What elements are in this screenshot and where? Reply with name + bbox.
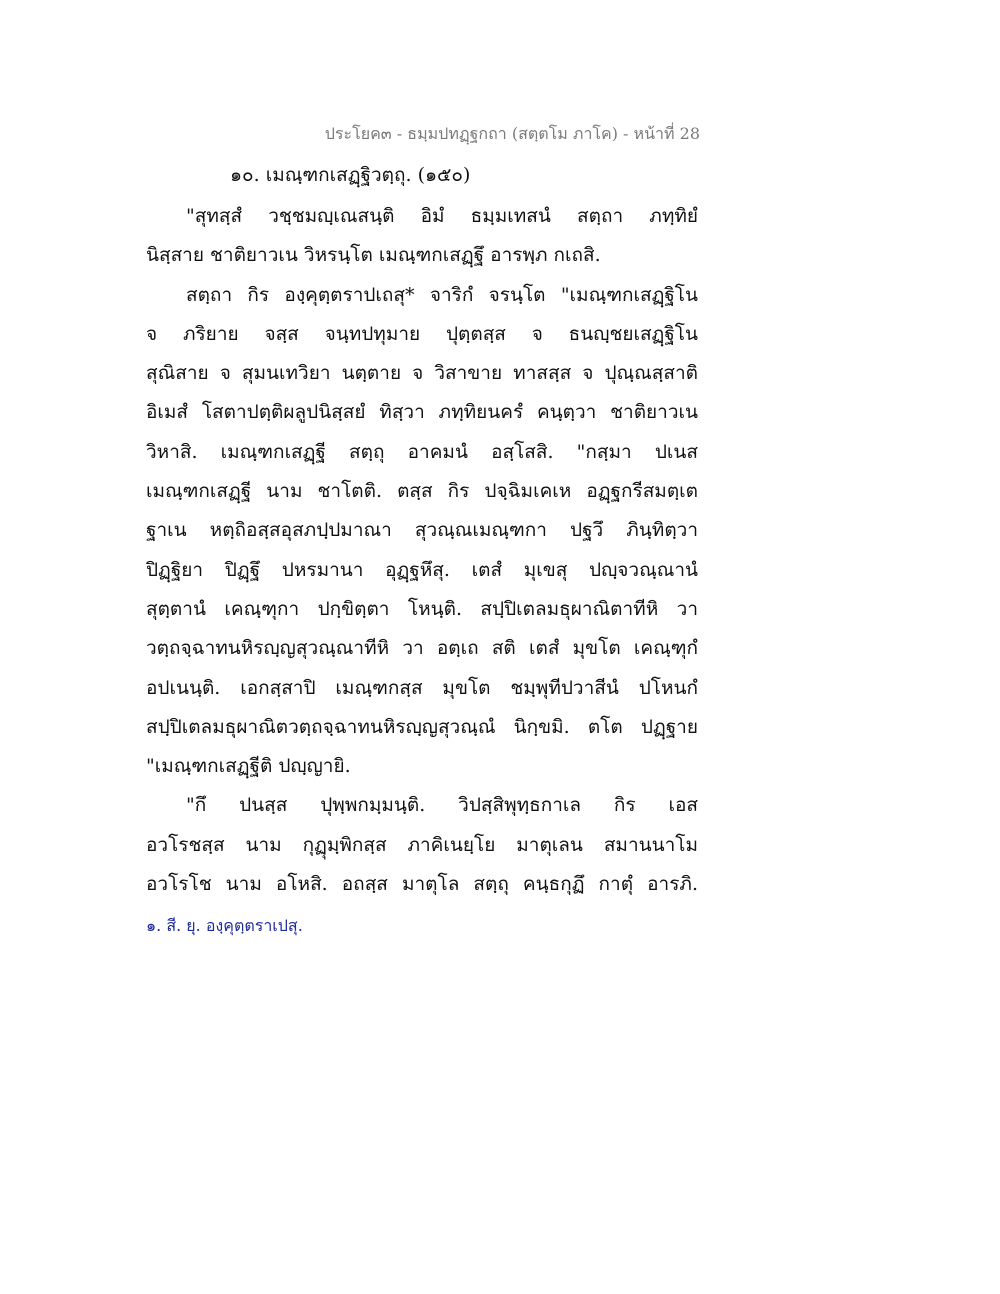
paragraph-line: ปิฏฺฐิยา ปิฏฺฐึ ปหรมานา อุฏฺฐหึสุ. เตสํ มุเขสุ ปญฺจวณฺณานํ [146,558,698,581]
paragraph-line: วิหาสิ. เมณฺฑกเสฏฺฐี สตฺถุ อาคมนํ อสฺโสสิ. "กสฺมา ปเนส [146,440,698,463]
paragraph-line: จ ภริยาย จสฺส จนฺทปทุมาย ปุตฺตสฺส จ ธนญฺชยเสฏฺฐิโน [146,322,698,345]
paragraph-line: สตฺถา กิร องฺคุตฺตราปเถสุ* จาริกํ จรนฺโต "เมณฺฑกเสฏฺฐิโน [186,283,698,306]
paragraph-line: "กึ ปนสฺส ปุพฺพกมฺมนฺติ. วิปสฺสิพุทฺธกาเล กิร เอส [186,794,698,817]
body-text [146,197,698,904]
paragraph-line: "สุทสฺสํ วชฺชมญฺเณสนฺติ อิมํ ธมฺมเทสนํ สตฺถา ภทฺทิยํ [186,205,698,227]
paragraph-line: อวโรโช นาม อโหสิ. อถสฺส มาตุโล สตฺถุ คนฺธกุฏึ กาตุํ อารภิ. [146,873,698,896]
paragraph-line: อิเมสํ โสตาปตฺติผลูปนิสฺสยํ ทิสฺวา ภทฺทิยนครํ คนฺตฺวา ชาติยาวเน [146,401,698,424]
paragraph-line: วตฺถจฺฉาทนหิรญฺญสุวณฺณาทีหิ วา อตฺเถ สติ เตสํ มุขโต เคณฺฑุกํ [146,637,698,660]
running-header: ประโยค๓ - ธมฺมปทฏฺฐกถา (สตฺตโม ภาโค) - หน้าที่ 28 [324,124,700,143]
paragraph-line: ฐาเน หตฺถิอสฺสอุสภปฺปมาณา สุวณฺณเมณฺฑกา ปฐวึ ภินฺทิตฺวา [146,519,698,542]
footnote: ๑. สี. ยุ. องฺคุตฺตราเปสุ. [146,916,303,935]
paragraph-line: "เมณฺฑกเสฏฺฐีติ ปญฺญายิ. [146,755,351,778]
paragraph-line: สปฺปิเตลมธุผาณิตวตฺถจฺฉาทนหิรญฺญสุวณฺณํ นิกฺขมิ. ตโต ปฏฺฐาย [146,715,698,738]
paragraph-line: นิสฺสาย ชาติยาวเน วิหรนฺโต เมณฺฑกเสฏฺฐึ อารพฺภ กเถสิ. [146,244,601,267]
paragraph-line: สุณิสาย จ สุมนเทวิยา นตฺตาย จ วิสาขาย ทาสสฺส จ ปุณฺณสฺสาติ [146,362,698,385]
paragraph-line: เมณฺฑกเสฏฺฐี นาม ชาโตติ. ตสฺส กิร ปจฺฉิมเคเห อฏฺฐกรีสมตฺเต [146,480,698,503]
paragraph-line: อปเนนฺติ. เอกสฺสาปิ เมณฺฑกสฺส มุขโต ชมฺพุทีปวาสีนํ ปโหนกํ [146,676,698,699]
paragraph-line: สุตฺตานํ เคณฺฑุกา ปกฺขิตฺตา โหนฺติ. สปฺปิเตลมธุผาณิตาทีหิ วา [146,597,698,620]
section-title: ๑๐. เมณฺฑกเสฏฺฐิวตฺถุ. (๑๕๐) [230,164,471,186]
paragraph-line: อวโรชสฺส นาม กุฏุมฺพิกสฺส ภาคิเนยฺโย มาตุเลน สมานนาโม [146,833,698,856]
